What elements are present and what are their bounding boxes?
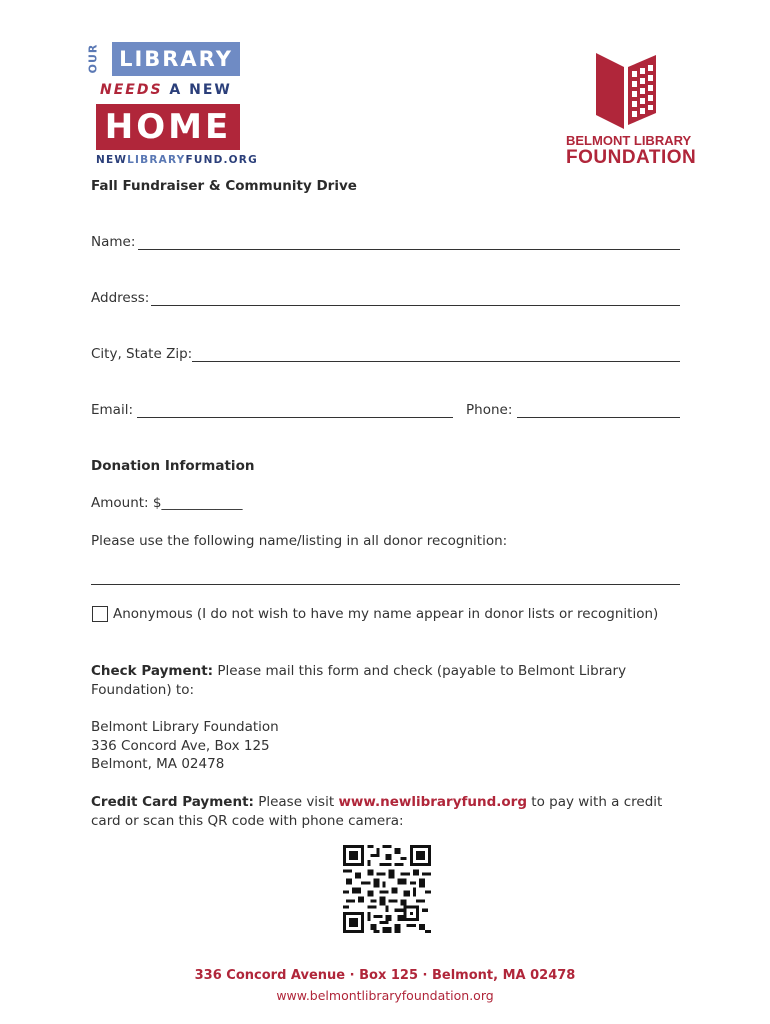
footer-website-link[interactable]: www.belmontlibraryfoundation.org [276, 988, 494, 1003]
mail-address-line2: 336 Concord Ave, Box 125 [91, 738, 270, 754]
phone-label: Phone: [466, 402, 513, 418]
donation-heading: Donation Information [91, 458, 255, 474]
logo-library-banner: LIBRARY [112, 42, 240, 76]
city-state-zip-label: City, State Zip: [91, 346, 193, 362]
phone-field[interactable] [517, 417, 680, 418]
anonymous-checkbox[interactable] [92, 606, 108, 622]
email-label: Email: [91, 402, 134, 418]
city-state-zip-field[interactable] [192, 361, 680, 362]
credit-payment-label: Credit Card Payment: [91, 794, 254, 810]
recognition-label: Please use the following name/listing in all donor recognition: [91, 533, 508, 549]
name-field[interactable] [138, 249, 680, 250]
logo-needs-a-new: NEEDS A NEW [100, 82, 232, 98]
belmont-library-book-icon [594, 53, 658, 129]
mail-address-line1: Belmont Library Foundation [91, 719, 279, 735]
footer-address: 336 Concord Avenue · Box 125 · Belmont, MA 02478 [194, 968, 576, 983]
anonymous-label: Anonymous (I do not wish to have my name appear in donor lists or recognition) [113, 606, 659, 622]
mail-address-line3: Belmont, MA 02478 [91, 756, 225, 772]
amount-field[interactable]: Amount: $____________ [91, 495, 243, 511]
credit-payment-paragraph: Credit Card Payment: Please visit www.newlibraryfund.org to pay with a credit card or scan this QR code with phone camera: [91, 794, 663, 829]
qr-code-icon[interactable] [343, 845, 431, 933]
check-payment-label: Check Payment: [91, 663, 214, 679]
email-field[interactable] [137, 417, 453, 418]
logo-url: NEWLIBRARYFUND.ORG [96, 154, 258, 166]
logo-our: OUR [86, 43, 100, 74]
newlibraryfund-link[interactable]: www.newlibraryfund.org [338, 794, 527, 810]
address-label: Address: [91, 290, 150, 306]
logo-home-banner: HOME [96, 104, 240, 150]
check-payment-paragraph: Check Payment: Please mail this form and check (payable to Belmont Library Foundation) to: [91, 663, 627, 698]
foundation-name-line2: FOUNDATION [566, 147, 697, 168]
name-label: Name: [91, 234, 136, 250]
address-field[interactable] [151, 305, 680, 306]
recognition-name-field[interactable] [91, 584, 680, 585]
foundation-name-line1: BELMONT LIBRARY [566, 133, 692, 148]
form-title: Fall Fundraiser & Community Drive [91, 178, 357, 194]
